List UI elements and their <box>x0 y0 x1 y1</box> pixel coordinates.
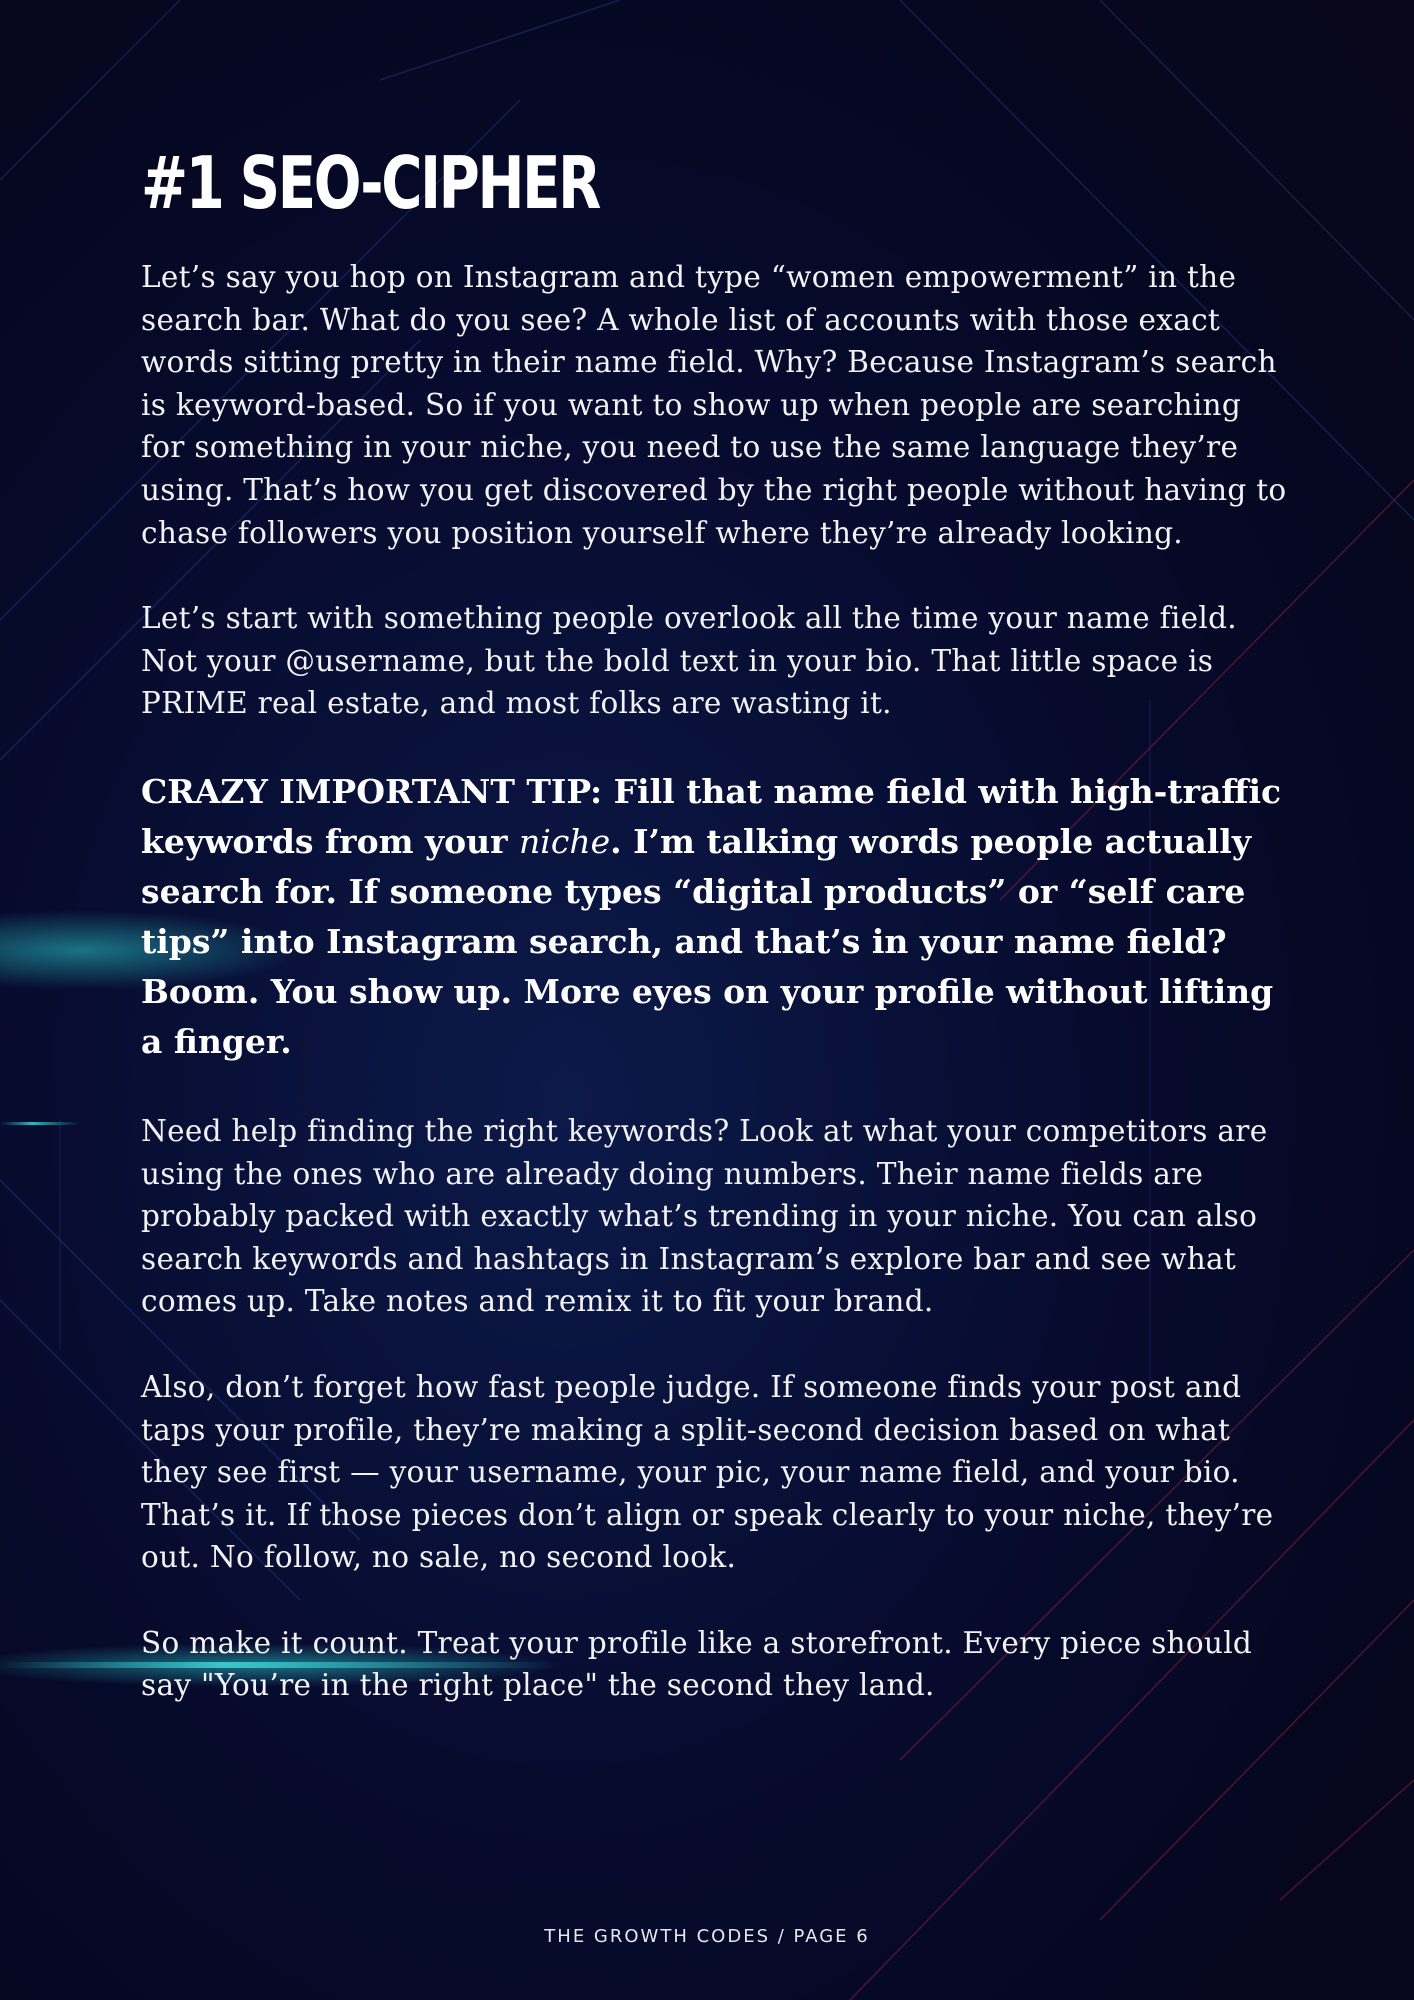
spacer <box>141 725 1291 767</box>
important-tip <box>141 767 1291 1067</box>
paragraph-name-field: Let’s start with something people overlook all the time your name field. Not your @username, but the bold text in your bio. That little space is PRIME real estate, and most folks are wasting it. <box>141 601 1237 721</box>
content <box>141 138 1291 1707</box>
spacer <box>141 554 1291 597</box>
spacer <box>141 1067 1291 1110</box>
tip-text-after: . I’m talking words people actually search for. If someone types “digital products” or “self care tips” into Instagram search, and that’s in your name field? Boom. You show up. More eyes on your profile without lifting a finger. <box>141 821 1274 1061</box>
spacer <box>141 1323 1291 1366</box>
paragraph-storefront: So make it count. Treat your profile like a storefront. Every piece should say "You’re in the right place" the second they land. <box>141 1625 1253 1703</box>
page-footer: THE GROWTH CODES / PAGE 6 <box>544 1926 870 1947</box>
paragraph-first-impressions: Also, don’t forget how fast people judge. If someone finds your post and taps your profile, they’re making a split-second decision based on what they see first — your username, your pic, your name field, and your bio. That’s it. If those pieces don’t align or speak clearly to your niche, they’re out. No follow, no sale, no second look. <box>141 1369 1274 1575</box>
page-title: #1 SEO-CIPHER <box>141 141 600 225</box>
paragraph-intro: Let’s say you hop on Instagram and type “women empowerment” in the search bar. What do you see? A whole list of accounts with those exact words sitting pretty in their name field. Why? Because Instagram’s search is keyword-based. So if you want to show up when people are searching for something in your niche, you need to use the same language they’re using. That’s how you get discovered by the right people without having to chase followers you position yourself where they’re already looking. <box>141 260 1287 550</box>
spacer <box>141 1579 1291 1622</box>
paragraph-keywords-help: Need help finding the right keywords? Look at what your competitors are using the ones who are already doing numbers. Their name fields are probably packed with exactly what’s trending in your niche. You can also search keywords and hashtags in Instagram’s explore bar and see what comes up. Take notes and remix it to fit your brand. <box>141 1113 1268 1319</box>
tip-text-before: CRAZY IMPORTANT TIP: Fill that name field with high-traffic keywords from your <box>141 771 1282 861</box>
tip-emphasis: niche <box>519 821 611 861</box>
